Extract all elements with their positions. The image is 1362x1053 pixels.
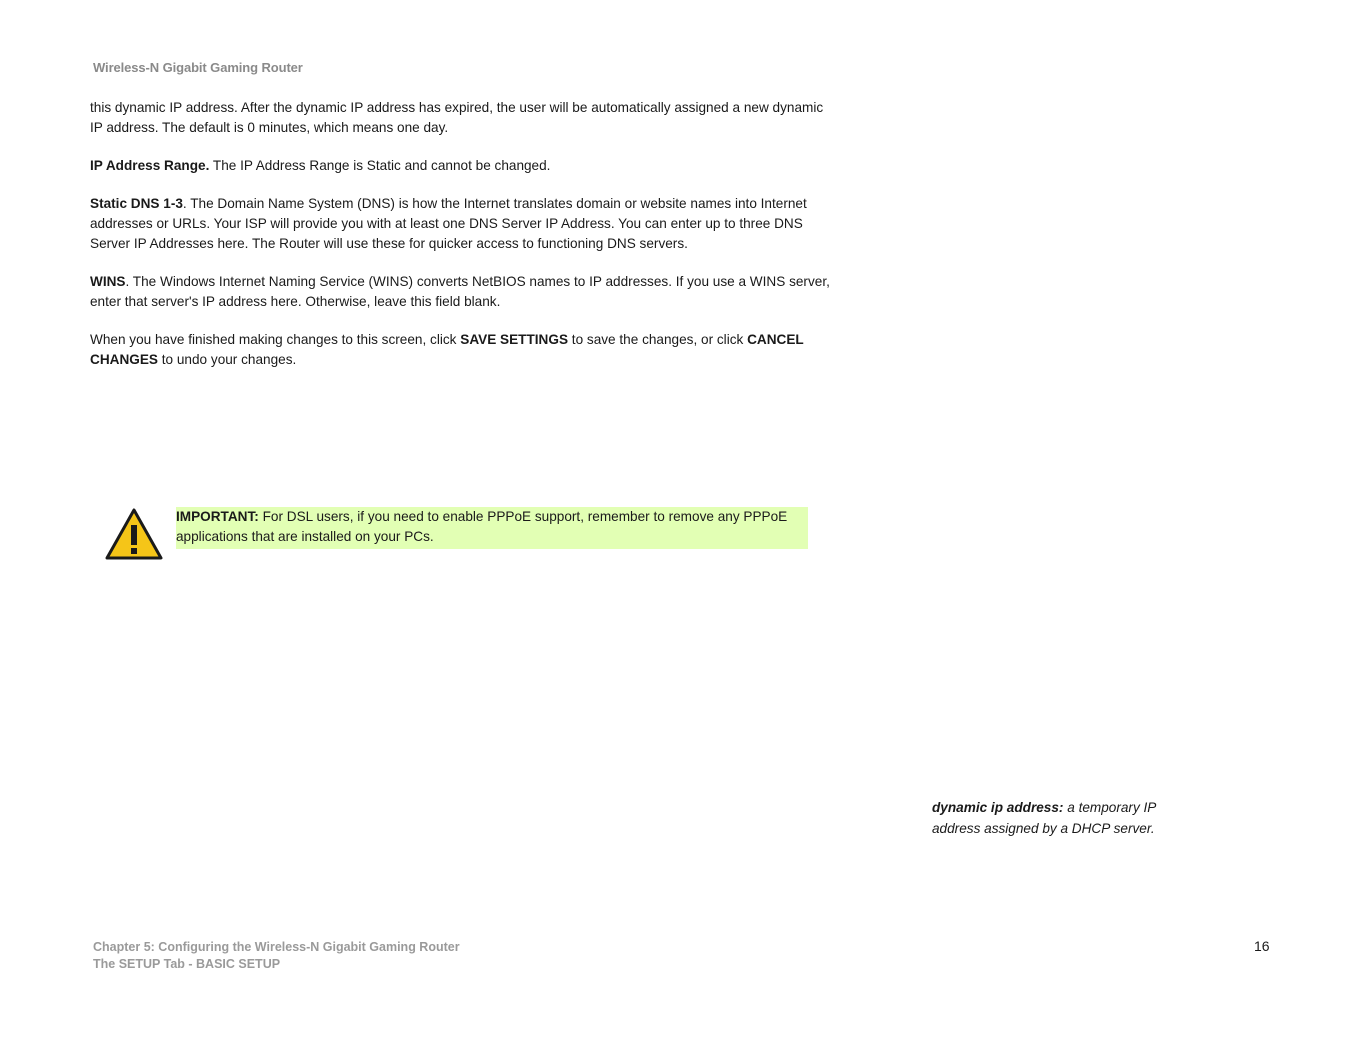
footer-chapter: Chapter 5: Configuring the Wireless-N Gigabit Gaming Router: [93, 940, 460, 954]
important-note: [104, 503, 814, 559]
paragraph-dhcp-lease: [90, 98, 835, 138]
paragraph-text: this dynamic IP address. After the dynamic IP address has expired, the user will be automatically assigned a new dynamic IP address. The default is 0 minutes, which means one day.: [90, 100, 824, 135]
body-text: [90, 98, 835, 388]
important-label: IMPORTANT:: [176, 509, 259, 524]
paragraph-wins: [90, 272, 835, 312]
glossary-term: dynamic ip address:: [932, 800, 1064, 815]
important-message: For DSL users, if you need to enable PPPoE support, remember to remove any PPPoE applications that are installed on your PCs.: [176, 509, 788, 544]
paragraph-ip-address-range: [90, 156, 835, 176]
warning-triangle-icon: [104, 507, 164, 561]
page-footer: [93, 939, 460, 973]
term-ip-address-range: IP Address Range.: [90, 158, 210, 173]
important-text: [176, 507, 808, 549]
footer-section: The SETUP Tab - BASIC SETUP: [93, 957, 281, 971]
paragraph-static-dns: [90, 194, 835, 254]
paragraph-text: When you have finished making changes to this screen, click: [90, 332, 461, 347]
term-cancel-changes: CANCEL CHANGES: [90, 332, 804, 367]
term-save-settings: SAVE SETTINGS: [460, 332, 569, 347]
glossary-sidebar: [932, 797, 1192, 839]
term-wins: WINS: [90, 274, 126, 289]
paragraph-text: to undo your changes.: [157, 352, 297, 367]
paragraph-save-cancel: [90, 330, 835, 370]
paragraph-text: The IP Address Range is Static and cannot be changed.: [209, 158, 551, 173]
term-static-dns: Static DNS 1-3: [90, 196, 183, 211]
paragraph-text: . The Domain Name System (DNS) is how the Internet translates domain or website names into Internet addresses or URLs. Your ISP will provide you with at least one DNS Server IP Address. You can enter up to three DNS Server IP Addresses here. The Router will use these for quicker access to functioning DNS servers.: [90, 196, 807, 251]
page-number: 16: [1254, 938, 1270, 954]
document-header-title: Wireless-N Gigabit Gaming Router: [93, 60, 303, 75]
paragraph-text: to save the changes, or click: [568, 332, 748, 347]
paragraph-text: . The Windows Internet Naming Service (WINS) converts NetBIOS names to IP addresses. If you use a WINS server, enter that server's IP address here. Otherwise, leave this field blank.: [90, 274, 830, 309]
glossary-definition: a temporary IP address assigned by a DHCP server.: [932, 800, 1156, 836]
